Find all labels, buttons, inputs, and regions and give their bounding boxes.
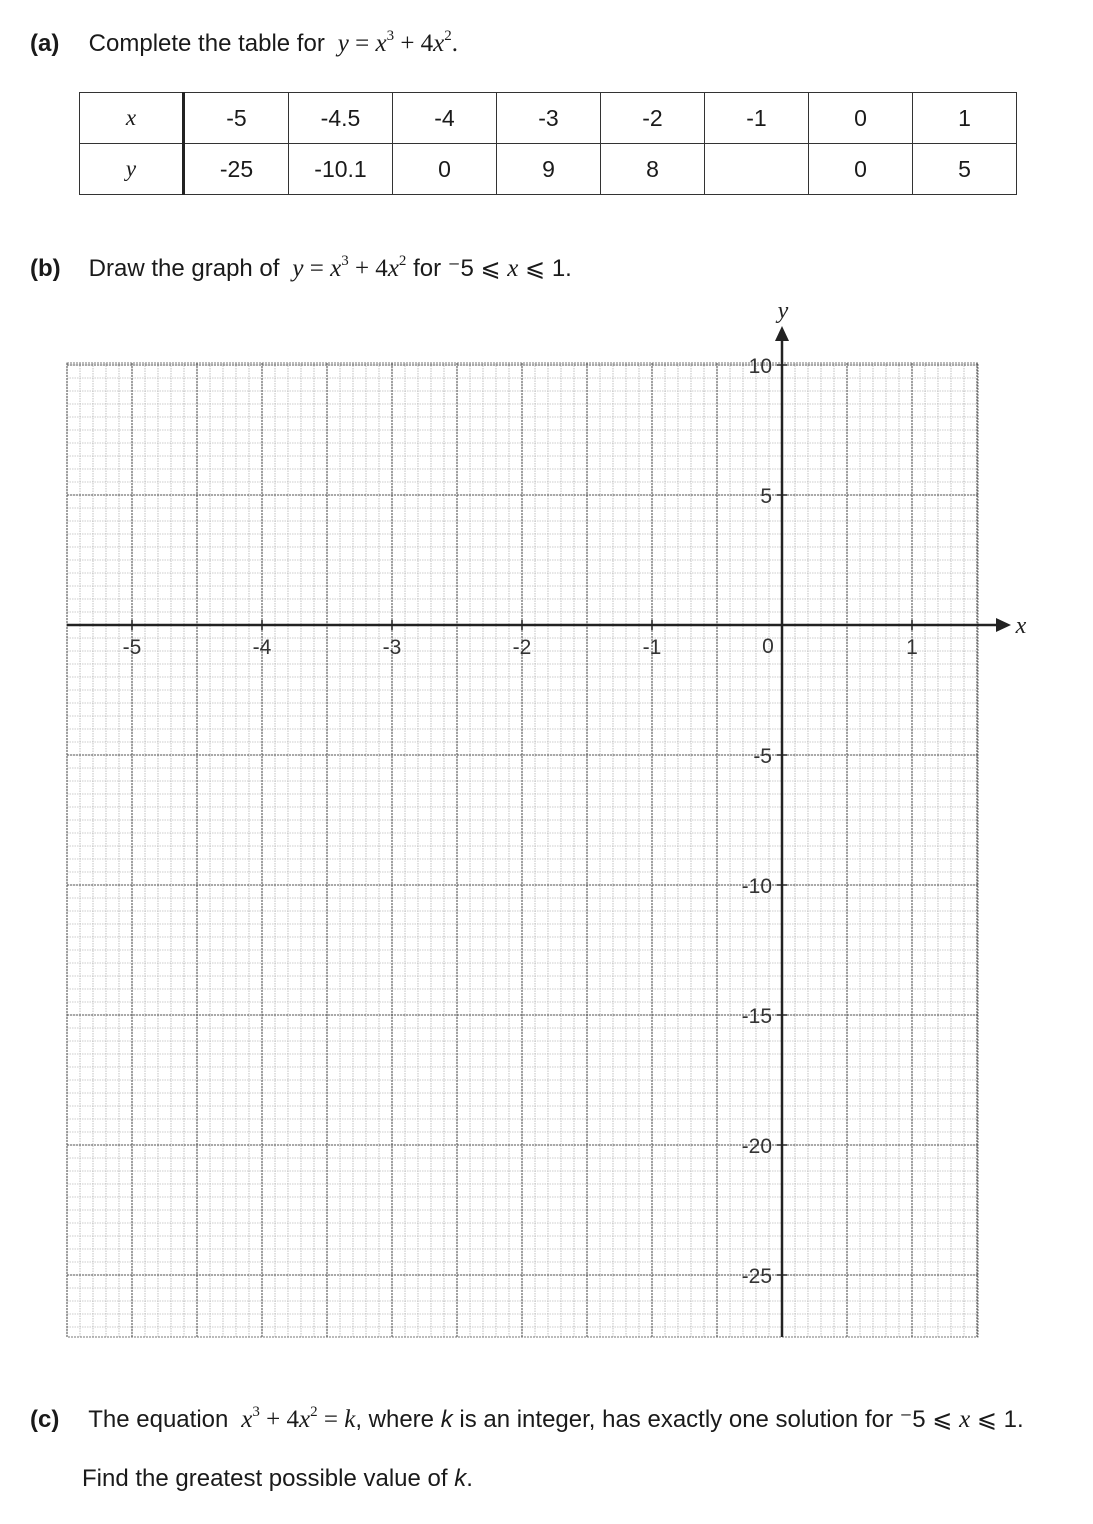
y-cell: -25	[184, 144, 289, 195]
part-c-question: (c) The equation $x^3 + 4x^2 = k$, where k is an integer, has exactly one solution for ⁻5 ⩽ x ⩽ 1.	[30, 1404, 1024, 1433]
x-axis-arrow	[996, 618, 1011, 632]
y-tick-label: -5	[753, 745, 772, 768]
part-b-label: (b)	[30, 255, 61, 282]
y-tick-label: 10	[748, 355, 772, 378]
x-cell: -1	[705, 93, 809, 144]
x-cell: 0	[809, 93, 913, 144]
tick-labels	[123, 298, 1027, 1288]
y-cell: 8	[601, 144, 705, 195]
y-cell: 9	[497, 144, 601, 195]
y-cell: 0	[809, 144, 913, 195]
x-tick-label: -4	[252, 636, 272, 659]
y-cell: 5	[913, 144, 1017, 195]
x-tick-label: 1	[906, 636, 918, 659]
part-a-equation: $y = x^3 + 4x^2$.	[337, 28, 459, 57]
y-tick-label: 5	[760, 485, 772, 508]
part-b-equation: $y = x^3 + 4x^2$	[292, 253, 407, 282]
x-cell: -3	[497, 93, 601, 144]
axes	[67, 326, 1011, 1337]
major-grid	[67, 363, 978, 1337]
part-a-text: Complete the table for	[88, 30, 325, 57]
y-header: y	[80, 144, 184, 195]
y-cell: 0	[393, 144, 497, 195]
x-cell: -4.5	[289, 93, 393, 144]
y-tick-label: -15	[741, 1005, 772, 1028]
part-c-instruction: Find the greatest possible value of k.	[82, 1465, 473, 1492]
part-a-label: (a)	[30, 30, 60, 57]
y-axis-arrow	[775, 326, 789, 341]
x-header: x	[80, 93, 184, 144]
x-cell: -2	[601, 93, 705, 144]
part-b-text: Draw the graph of	[88, 255, 280, 282]
part-c-text: The equation	[88, 1406, 229, 1433]
x-tick-label: -5	[122, 636, 142, 659]
part-b-range: for ⁻5 ⩽ x ⩽ 1.	[413, 255, 572, 282]
y-tick-label: -20	[741, 1135, 772, 1158]
part-c-equation: $x^3 + 4x^2 = k$	[241, 1404, 356, 1433]
x-cell: -4	[393, 93, 497, 144]
origin-label: 0	[762, 635, 774, 658]
x-cell: -5	[184, 93, 289, 144]
x-tick-label: -3	[382, 636, 402, 659]
y-tick-label: -25	[741, 1265, 772, 1288]
y-cell: -10.1	[289, 144, 393, 195]
x-tick-label: -2	[512, 636, 532, 659]
x-tick-label: -1	[642, 636, 662, 659]
x-cell: 1	[913, 93, 1017, 144]
x-axis-label: x	[1015, 613, 1027, 639]
y-axis-label: y	[777, 298, 789, 324]
y-tick-label: -10	[741, 875, 772, 898]
part-c-label: (c)	[30, 1406, 60, 1433]
